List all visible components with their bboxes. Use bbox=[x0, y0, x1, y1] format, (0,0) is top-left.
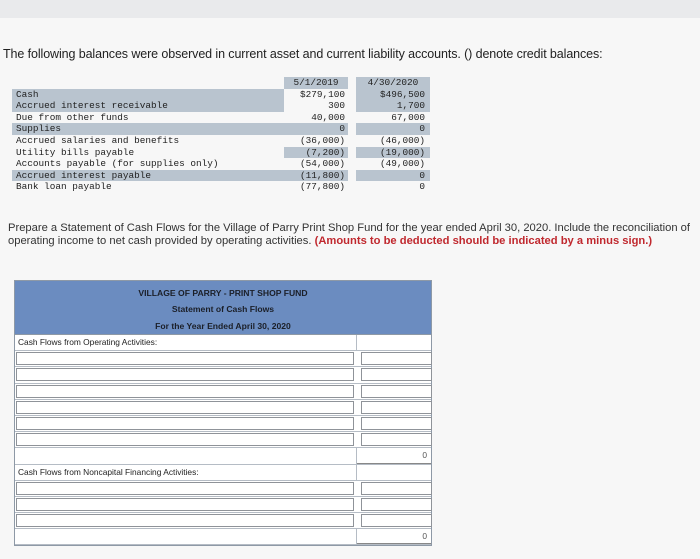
amount-input[interactable] bbox=[361, 352, 432, 365]
header-date-2: 4/30/2020 bbox=[356, 77, 430, 89]
statement-period: For the Year Ended April 30, 2020 bbox=[155, 321, 291, 331]
row-value-2019: 40,000 bbox=[311, 111, 345, 123]
row-value-2020: 1,700 bbox=[356, 100, 430, 112]
row-value-2019: (7,200) bbox=[284, 147, 348, 159]
description-field[interactable] bbox=[20, 355, 353, 366]
operating-total-row bbox=[15, 448, 431, 464]
description-field[interactable] bbox=[20, 387, 353, 398]
description-input[interactable] bbox=[16, 514, 354, 527]
balance-row-accrued-salaries bbox=[12, 135, 432, 147]
financing-total-value: 0 bbox=[357, 529, 431, 544]
balance-row-accounts-payable bbox=[12, 158, 432, 170]
table-row bbox=[15, 497, 431, 513]
header-date-1: 5/1/2019 bbox=[284, 77, 348, 89]
amount-input[interactable] bbox=[361, 498, 432, 511]
balance-row-accrued-interest-receivable bbox=[12, 100, 432, 112]
table-row bbox=[15, 513, 431, 529]
description-field[interactable] bbox=[20, 484, 353, 495]
row-value-2020: 0 bbox=[419, 181, 425, 193]
description-input[interactable] bbox=[16, 482, 354, 495]
description-input[interactable] bbox=[16, 385, 354, 398]
description-input[interactable] bbox=[16, 417, 354, 430]
row-label: Accrued salaries and benefits bbox=[16, 134, 180, 146]
balance-row-cash bbox=[12, 89, 432, 101]
row-value-2020: (49,000) bbox=[379, 158, 425, 170]
section-label: Cash Flows from Noncapital Financing Activities: bbox=[15, 465, 357, 480]
page bbox=[0, 18, 700, 559]
description-input[interactable] bbox=[16, 498, 354, 511]
row-value-2020: 0 bbox=[356, 170, 430, 182]
statement-title: VILLAGE OF PARRY - PRINT SHOP FUND bbox=[138, 288, 308, 298]
description-input[interactable] bbox=[16, 401, 354, 414]
balances-header-row bbox=[12, 77, 432, 89]
amount-field[interactable] bbox=[362, 517, 427, 528]
instructions-note: (Amounts to be deducted should be indicated by a minus sign.) bbox=[314, 234, 653, 247]
amount-field[interactable] bbox=[362, 436, 427, 447]
table-row bbox=[15, 351, 431, 367]
intro-text: The following balances were observed in current asset and current liability accounts. () denote credit balances: bbox=[3, 47, 603, 61]
financing-total-row bbox=[15, 529, 431, 545]
table-row bbox=[15, 384, 431, 400]
table-row bbox=[15, 416, 431, 432]
operating-total-value: 0 bbox=[357, 448, 431, 463]
amount-input[interactable] bbox=[361, 433, 432, 446]
balance-row-bank-loan bbox=[12, 181, 432, 193]
amount-input[interactable] bbox=[361, 401, 432, 414]
amount-field[interactable] bbox=[362, 387, 427, 398]
row-value-2020: 67,000 bbox=[391, 111, 425, 123]
row-value-2019: (36,000) bbox=[299, 134, 345, 146]
balance-row-supplies bbox=[12, 123, 432, 135]
balance-row-accrued-interest-payable bbox=[12, 170, 432, 182]
description-input[interactable] bbox=[16, 352, 354, 365]
amount-field[interactable] bbox=[362, 500, 427, 511]
row-label: Supplies bbox=[16, 123, 62, 135]
section-label: Cash Flows from Operating Activities: bbox=[15, 335, 357, 350]
amount-input[interactable] bbox=[361, 385, 432, 398]
total-label bbox=[15, 448, 357, 463]
statement-subtitle: Statement of Cash Flows bbox=[171, 304, 275, 314]
description-field[interactable] bbox=[20, 371, 353, 382]
description-field[interactable] bbox=[20, 500, 353, 511]
row-value-2020: (46,000) bbox=[379, 134, 425, 146]
instructions bbox=[8, 222, 698, 248]
instructions-text: Prepare a Statement of Cash Flows for the Village of Parry Print Shop Fund for the year ended April 30, 2020. Include the reconciliation of operating income to net cash provided by operating activities. bbox=[8, 222, 690, 247]
description-field[interactable] bbox=[20, 517, 353, 528]
amount-field[interactable] bbox=[362, 419, 427, 430]
row-label: Cash bbox=[16, 88, 39, 100]
amount-field[interactable] bbox=[362, 403, 427, 414]
table-row bbox=[15, 481, 431, 497]
row-label: Accounts payable (for supplies only) bbox=[16, 158, 219, 170]
row-value-2019: $279,100 bbox=[299, 88, 345, 100]
row-value-2019: 300 bbox=[328, 100, 345, 112]
row-label: Bank loan payable bbox=[16, 181, 112, 193]
row-value-2020: 0 bbox=[356, 123, 430, 135]
total-label bbox=[15, 529, 357, 544]
description-input[interactable] bbox=[16, 433, 354, 446]
table-row bbox=[15, 400, 431, 416]
balance-row-utility-bills bbox=[12, 147, 432, 159]
table-row bbox=[15, 367, 431, 383]
description-field[interactable] bbox=[20, 436, 353, 447]
row-label: Accrued interest receivable bbox=[16, 100, 168, 112]
row-value-2019: 0 bbox=[284, 123, 348, 135]
description-input[interactable] bbox=[16, 368, 354, 381]
statement-of-cash-flows bbox=[14, 280, 432, 546]
row-label: Due from other funds bbox=[16, 111, 129, 123]
section-operating-heading bbox=[15, 335, 431, 351]
amount-input[interactable] bbox=[361, 482, 432, 495]
row-value-2019: (11,800) bbox=[284, 170, 348, 182]
amount-input[interactable] bbox=[361, 417, 432, 430]
row-label: Utility bills payable bbox=[16, 146, 135, 158]
section-amount bbox=[357, 335, 431, 350]
section-amount bbox=[357, 465, 431, 480]
amount-input[interactable] bbox=[361, 514, 432, 527]
amount-input[interactable] bbox=[361, 368, 432, 381]
amount-field[interactable] bbox=[362, 371, 427, 382]
amount-field[interactable] bbox=[362, 484, 427, 495]
row-value-2020: $496,500 bbox=[356, 89, 430, 101]
statement-header bbox=[15, 281, 431, 335]
balance-row-due-from-other-funds bbox=[12, 112, 432, 124]
row-value-2019: (77,800) bbox=[299, 181, 345, 193]
description-field[interactable] bbox=[20, 403, 353, 414]
row-value-2020: (19,000) bbox=[356, 147, 430, 159]
row-value-2019: (54,000) bbox=[299, 158, 345, 170]
description-field[interactable] bbox=[20, 419, 353, 430]
balances-table bbox=[12, 77, 432, 193]
row-label: Accrued interest payable bbox=[16, 169, 152, 181]
section-financing-heading bbox=[15, 465, 431, 481]
amount-field[interactable] bbox=[362, 355, 427, 366]
table-row bbox=[15, 432, 431, 448]
